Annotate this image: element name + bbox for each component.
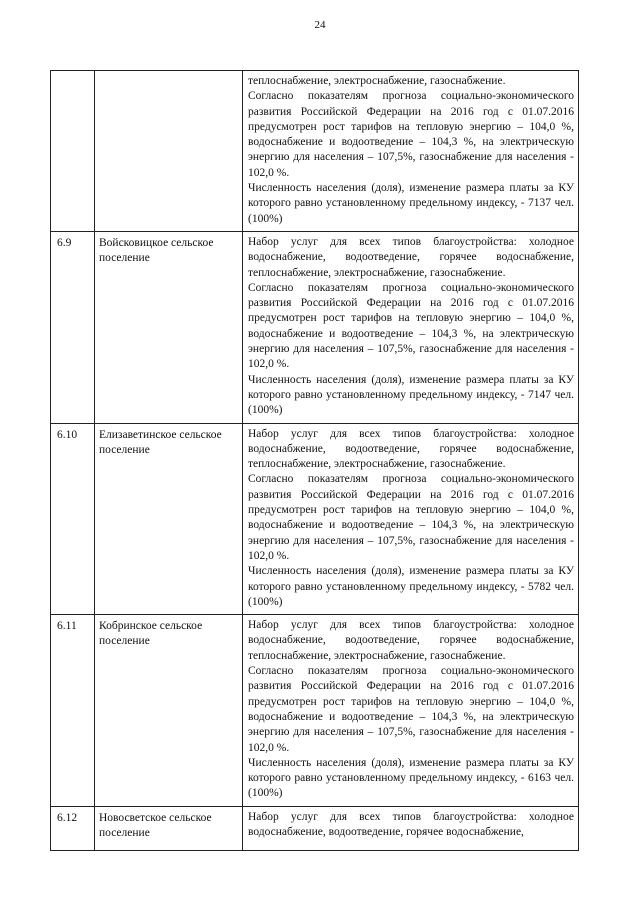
- settlement-name: Новосветское сельское поселение: [95, 806, 243, 850]
- row-number: 6.12: [51, 806, 95, 850]
- row-number: 6.9: [51, 232, 95, 424]
- services-paragraph: теплоснабжение, электроснабжение, газоснабжение.: [248, 75, 506, 87]
- description-cell: [243, 615, 579, 807]
- table-row: [51, 232, 579, 424]
- settlement-name: [95, 71, 243, 232]
- services-paragraph: Набор услуг для всех типов благоустройства: холодное водоснабжение, водоотведение, горячее водоснабжение, теплоснабжение, электроснабжение, газоснабжение.: [248, 236, 574, 279]
- row-number: [51, 71, 95, 232]
- description-cell: [243, 71, 579, 232]
- description-cell: [243, 423, 579, 615]
- table-row: [51, 423, 579, 615]
- truncated-content: [248, 810, 574, 846]
- table-row: [51, 71, 579, 232]
- tariff-paragraph: Согласно показателям прогноза социально-экономического развития Российской Федерации на 2016 год с 01.07.2016 предусмотрен рост тарифов на тепловую энергию – 104,0 %, водоснабжение и водоотведение – 104,3 %, на электрическую энергию для населения – 107,5%, газоснабжение для населения - 102,0 %.: [248, 665, 574, 754]
- services-paragraph: Набор услуг для всех типов благоустройства: холодное водоснабжение, водоотведение, горячее водоснабжение,: [248, 810, 574, 838]
- population-paragraph: Численность населения (доля), изменение размера платы за КУ которого равно установленному предельному индексу, - 5782 чел. (100%): [248, 565, 574, 608]
- tariff-paragraph: Согласно показателям прогноза социально-экономического развития Российской Федерации на 2016 год с 01.07.2016 предусмотрен рост тарифов на тепловую энергию – 104,0 %, водоснабжение и водоотведение – 104,3 %, на электрическую энергию для населения – 107,5%, газоснабжение для населения - 102,0 %.: [248, 90, 574, 179]
- row-number: 6.10: [51, 423, 95, 615]
- table-row: [51, 806, 579, 850]
- population-paragraph: Численность населения (доля), изменение размера платы за КУ которого равно установленному предельному индексу, - 7147 чел. (100%): [248, 373, 574, 417]
- services-paragraph: Набор услуг для всех типов благоустройства: холодное водоснабжение, водоотведение, горячее водоснабжение, теплоснабжение, электроснабжение, газоснабжение.: [248, 427, 574, 471]
- tariff-paragraph: Согласно показателям прогноза социально-экономического развития Российской Федерации на 2016 год с 01.07.2016 предусмотрен рост тарифов на тепловую энергию – 104,0 %, водоснабжение и водоотведение – 104,3 %, на электрическую энергию для населения – 107,5%, газоснабжение для населения - 102,0 %.: [248, 473, 574, 562]
- population-paragraph: Численность населения (доля), изменение размера платы за КУ которого равно установленному предельному индексу, - 7137 чел. (100%): [248, 182, 574, 225]
- table-row: [51, 615, 579, 807]
- tariff-paragraph: Согласно показателям прогноза социально-экономического развития Российской Федерации на 2016 год с 01.07.2016 предусмотрен рост тарифов на тепловую энергию – 104,0 %, водоснабжение и водоотведение – 104,3 %, на электрическую энергию для населения – 107,5%, газоснабжение для населения - 102,0 %.: [248, 281, 574, 371]
- row-number: 6.11: [51, 615, 95, 807]
- services-paragraph: Набор услуг для всех типов благоустройства: холодное водоснабжение, водоотведение, горячее водоснабжение, теплоснабжение, электроснабжение, газоснабжение.: [248, 619, 574, 662]
- population-paragraph: Численность населения (доля), изменение размера платы за КУ которого равно установленному предельному индексу, - 6163 чел. (100%): [248, 756, 574, 800]
- description-cell: [243, 232, 579, 424]
- description-cell: [243, 806, 579, 850]
- settlement-name: Кобринское сельское поселение: [95, 615, 243, 807]
- settlement-name: Елизаветинское сельское поселение: [95, 423, 243, 615]
- settlement-name: Войсковицкое сельское поселение: [95, 232, 243, 424]
- page-number: 24: [314, 19, 326, 31]
- tariff-table: [50, 70, 579, 851]
